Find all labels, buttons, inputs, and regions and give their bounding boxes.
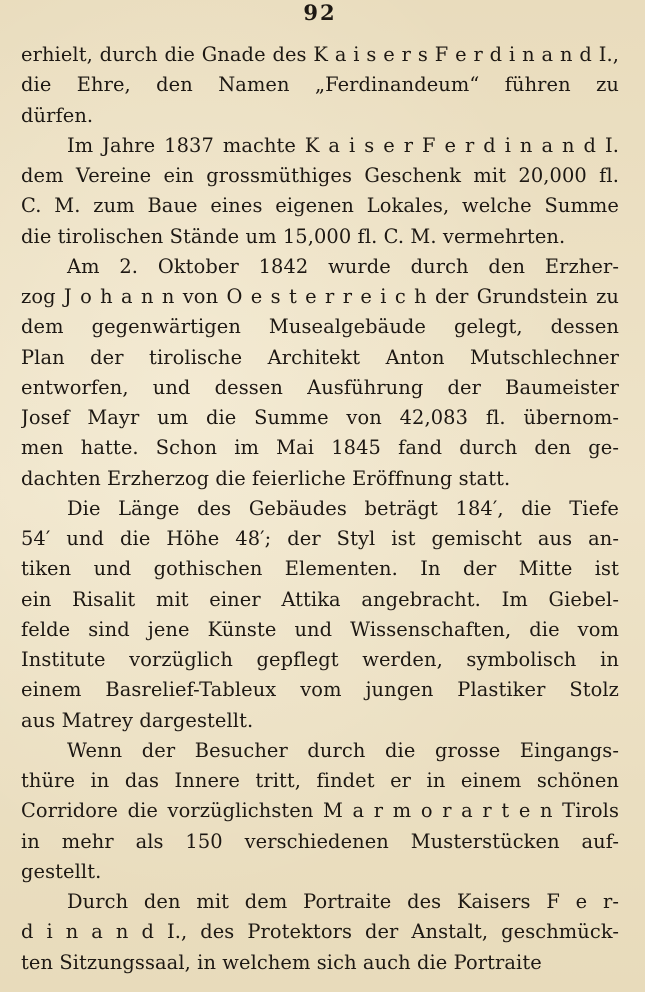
paragraph xyxy=(21,131,619,252)
text-line: gestellt. xyxy=(21,859,102,883)
text-line: felde sind jene Künste und Wissenschaften, die vom xyxy=(21,617,619,641)
text-line: dem gegenwärtigen Musealgebäude gelegt, dessen xyxy=(21,315,619,339)
text-line: Am 2. Oktober 1842 wurde durch den Erzher- xyxy=(67,254,619,278)
paragraph xyxy=(21,252,619,494)
text-line: Corridore die vorzüglichsten M a r m o r a r t e n Tirols xyxy=(21,799,619,823)
text-line: ten Sitzungssaal, in welchem sich auch die Portraite xyxy=(21,950,542,974)
body-text xyxy=(21,40,619,978)
text-line: Josef Mayr um die Summe von 42,083 fl. übernom- xyxy=(21,406,619,429)
text-line: erhielt, durch die Gnade des K a i s e r s F e r d i n a n d I., xyxy=(21,43,619,66)
text-line: C. M. zum Baue eines eigenen Lokales, welche Summe xyxy=(21,194,619,218)
text-line: thüre in das Innere tritt, findet er in einem schönen xyxy=(21,769,619,792)
text-line: d i n a n d I., des Protektors der Anstalt, geschmück- xyxy=(21,920,619,944)
text-line: men hatte. Schon im Mai 1845 fand durch den ge- xyxy=(21,436,619,460)
text-line: Institute vorzüglich gepflegt werden, symbolisch in xyxy=(21,648,619,671)
paragraph xyxy=(21,40,619,131)
paragraph xyxy=(21,736,619,887)
text-line: die Ehre, den Namen „Ferdinandeum“ führen zu xyxy=(21,73,619,97)
text-line: aus Matrey dargestellt. xyxy=(21,708,254,732)
text-line: zog J o h a n n von O e s t e r r e i c h der Grundstein zu xyxy=(21,285,619,308)
text-line: dem Vereine ein grossmüthiges Geschenk mit 20,000 fl. xyxy=(21,164,619,187)
paragraph xyxy=(21,494,619,736)
page-number: 92 xyxy=(303,0,337,25)
text-line: Plan der tirolische Architekt Anton Mutschlechner xyxy=(21,345,619,369)
text-line: Wenn der Besucher durch die grosse Eingangs- xyxy=(67,738,619,762)
text-line: einem Basrelief-Tableux vom jungen Plastiker Stolz xyxy=(21,678,619,702)
text-line: Durch den mit dem Portraite des Kaisers F e r- xyxy=(67,890,619,913)
text-line: dachten Erzherzog die feierliche Eröffnung statt. xyxy=(21,466,511,490)
text-line: tiken und gothischen Elementen. In der Mitte ist xyxy=(21,557,619,581)
text-line: dürfen. xyxy=(21,103,94,127)
text-line: die tirolischen Stände um 15,000 fl. C. M. vermehrten. xyxy=(21,224,566,248)
text-line: ein Risalit mit einer Attika angebracht. Im Giebel- xyxy=(21,587,619,611)
paragraph xyxy=(21,887,619,978)
text-line: entworfen, und dessen Ausführung der Baumeister xyxy=(21,375,619,399)
text-line: 54′ und die Höhe 48′; der Styl ist gemischt aus an- xyxy=(21,527,619,550)
text-line: Im Jahre 1837 machte K a i s e r F e r d i n a n d I. xyxy=(67,133,619,157)
text-line: in mehr als 150 verschiedenen Musterstücken auf- xyxy=(21,829,619,853)
text-line: Die Länge des Gebäudes beträgt 184′, die Tiefe xyxy=(67,496,619,520)
